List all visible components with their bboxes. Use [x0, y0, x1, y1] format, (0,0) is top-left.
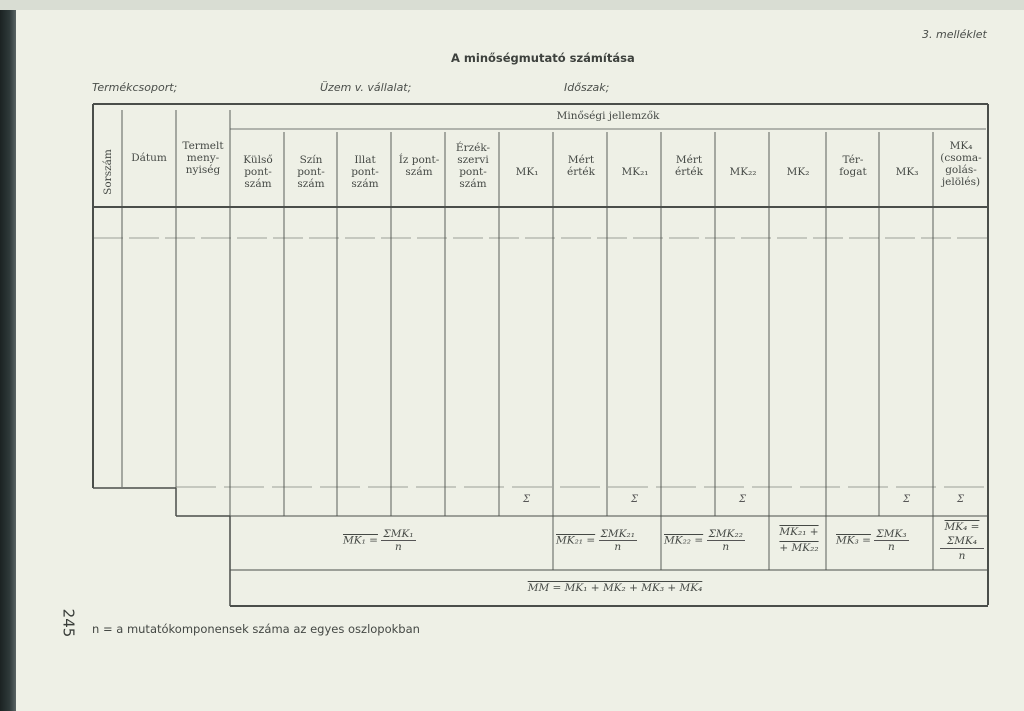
sigma-mk4: Σ: [957, 494, 965, 505]
formula-mk22-numerator: ΣMK₂₂: [708, 528, 743, 540]
group-header-quality: Minőségi jellemzők: [556, 110, 660, 122]
page-title: A minőségmutató számítása: [451, 51, 635, 65]
formula-mk3-denominator: n: [888, 541, 895, 553]
col-header-erzek: Érzék-szervi pont-szám: [455, 142, 491, 190]
formula-mk21-fraction: [599, 528, 637, 553]
formula-mk22-denominator: n: [722, 541, 730, 553]
annex-label: 3. melléklet: [922, 28, 987, 41]
col-header-mk2: MK₂: [786, 166, 810, 178]
col-header-iz: Íz pont-szám: [398, 154, 440, 178]
product-group-label: Termékcsoport;: [92, 81, 178, 94]
col-header-datum: Dátum: [131, 152, 167, 164]
col-header-mk21: MK₂₁: [621, 166, 649, 178]
formula-mk4: [936, 520, 988, 563]
formula-mk2: [773, 524, 825, 556]
sigma-mk22: Σ: [739, 494, 747, 505]
col-header-kulso: Külső pont-szám: [243, 154, 273, 190]
col-header-mert-1: Mért érték: [566, 154, 596, 178]
formula-mk1: [343, 528, 416, 553]
col-header-mk3: MK₃: [895, 166, 919, 178]
page-number: [56, 608, 86, 638]
formula-mk21-numerator: ΣMK₂₁: [600, 528, 635, 540]
col-header-mert-2: Mért érték: [674, 154, 704, 178]
formula-total-text: MM = MK₁ + MK₂ + MK₃ + MK₄: [527, 582, 703, 594]
col-header-mk4: MK₄ (csoma-golás-jelölés): [940, 140, 982, 188]
formula-mk21: [556, 528, 637, 553]
formula-mk21-denominator: n: [614, 541, 622, 553]
formula-mk1-fraction: [381, 528, 415, 553]
formula-mk2-line1: MK₂₁ +: [779, 526, 819, 538]
footnote: n = a mutatókomponensek száma az egyes oszlopokban: [92, 622, 420, 636]
formula-mk22: [664, 528, 745, 553]
formula-mk1-lhs: MK₁ =: [343, 534, 378, 547]
formula-mk21-lhs: MK₂₁ =: [556, 534, 596, 547]
formula-mk4-numerator: ΣMK₄: [940, 534, 984, 549]
formula-mk4-lhs: MK₄ =: [944, 521, 980, 533]
plant-label: Üzem v. vállalat;: [320, 81, 412, 94]
col-header-szin: Szín pont-szám: [297, 154, 325, 190]
formula-mk1-denominator: n: [395, 541, 402, 553]
col-header-terfogat: Tér-fogat: [839, 154, 867, 178]
col-header-sorszam: Sorszám: [102, 149, 114, 195]
col-header-termelt: Termelt meny-nyiség: [182, 140, 224, 176]
col-header-mk1: MK₁: [515, 166, 539, 178]
formula-mk4-denominator: n: [958, 550, 966, 562]
formula-mk3-fraction: [874, 528, 908, 553]
sigma-mk21: Σ: [631, 494, 639, 505]
period-label: Időszak;: [564, 81, 610, 94]
col-header-mk22: MK₂₂: [729, 166, 757, 178]
formula-mk1-numerator: ΣMK₁: [383, 528, 414, 540]
page-number-text: 245: [59, 608, 78, 638]
formula-mk2-line2: + MK₂₂: [779, 542, 819, 554]
formula-mk3-lhs: MK₃ =: [836, 534, 871, 547]
formula-total: [480, 582, 750, 594]
formula-mk3-numerator: ΣMK₃: [876, 528, 907, 540]
sigma-mk3: Σ: [903, 494, 911, 505]
formula-mk22-fraction: [707, 528, 745, 553]
formula-mk3: [836, 528, 909, 553]
col-header-illat: Illat pont-szám: [351, 154, 379, 190]
sigma-mk1: Σ: [523, 494, 531, 505]
formula-mk22-lhs: MK₂₂ =: [664, 534, 704, 547]
